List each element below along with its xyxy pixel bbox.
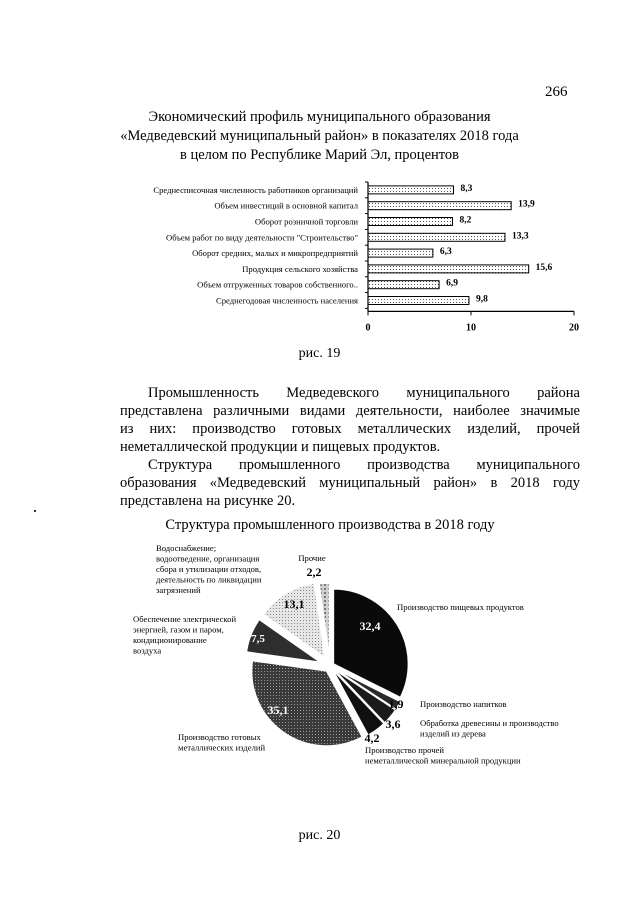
bar [368,186,453,194]
pie-category-label: неметаллической минеральной продукции [365,755,521,766]
pie-category-label: сбора и утилизации отходов, [156,564,262,574]
paragraph-2-line-3: представлена на рисунке 20. [120,493,296,509]
bar-category-label: Оборот средних, малых и микропредприятий [192,248,358,259]
bar-category-label: Оборот розничной торговли [254,216,358,227]
paragraph-1-line-4: неметаллической продукции и пищевых продуктов. [120,439,441,455]
pie-chart-caption: рис. 20 [298,828,341,843]
paragraph-1-line-2: представлена различными видами деятельности, наиболее значимые [120,403,580,419]
pie-category-label: деятельность по ликвидации [156,574,262,585]
bar-chart-caption: рис. 19 [298,346,341,361]
pie-category-label: Производство напитков [420,699,507,709]
pie-value-label: 3,6 [385,717,401,731]
bar [368,281,439,289]
pie-category-label: кондиционирование [133,635,207,645]
bar-chart-title-line-3: в целом по Республике Марий Эл, процентов [179,147,460,163]
bar [368,249,433,257]
page-number: 266 [545,84,568,100]
pie-category-label: Прочие [298,553,326,563]
bar-chart-title-line-2: «Медведевский муниципальный район» в показателях 2018 года [120,128,519,144]
bar [368,233,505,241]
pie-value-label: 2,2 [306,565,322,579]
bar-category-label: Среднесписочная численность работников организаций [153,184,358,195]
pie-category-label: энергией, газом и паром, [133,624,224,635]
bar-value-label: 8,2 [459,215,472,226]
bar [368,297,469,305]
paragraph-1-line-1: Промышленность Медведевского муниципального района [148,385,580,401]
paragraph-2-line-1: Структура промышленного производства муниципального [148,457,580,473]
pie-category-label: изделий из дерева [420,728,486,739]
bar-chart-title-line-1: Экономический профиль муниципального образования [148,109,491,125]
paragraph-2-line-2: образования «Медведевский муниципальный район» в 2018 году [120,475,580,491]
pie-value-label: 13,1 [283,597,305,611]
bar-value-label: 13,3 [511,231,529,242]
bar [368,218,452,226]
bar-value-label: 8,3 [460,183,473,194]
bar-value-label: 9,8 [475,294,488,305]
pie-value-label: 32,4 [359,619,381,633]
pie-value-label: 4,2 [364,731,380,745]
x-tick-label: 0 [365,322,371,334]
pie-category-label: водоотведение, организация [156,553,260,564]
bar [368,202,511,210]
bar-category-label: Продукция сельского хозяйства [242,263,358,274]
bar-chart [0,170,639,345]
pie-category-label: Производство готовых [178,732,261,742]
pie-chart-title: Структура промышленного производства в 2018 году [165,517,495,533]
pie-value-label: 35,1 [267,703,289,717]
pie-category-label: Водоснабжение; [156,543,217,553]
bar [368,265,529,273]
pie-value-label: 1,9 [388,697,404,711]
pie-value-label: 7,5 [251,633,265,645]
pie-category-label: Производство пищевых продуктов [397,602,524,612]
bar-value-label: 6,9 [446,278,458,289]
pie-category-label: воздуха [133,645,162,656]
bar-category-label: Объем работ по виду деятельности "Строительство" [166,232,358,243]
pie-category-label: загрязнений [156,585,201,595]
x-tick-label: 20 [569,322,579,334]
pie-category-label: металлических изделий [178,742,266,753]
paragraph-1-line-3: из них: производство готовых металлических изделий, прочей [120,421,580,437]
bar-category-label: Объем отгруженных товаров собственного.. [197,279,358,290]
pie-category-label: Производство прочей [365,745,444,755]
pie-chart [0,512,639,797]
bar-category-label: Среднегодовая численность населения [216,295,358,306]
pie-category-label: Обеспечение электрической [133,614,237,624]
pie-category-label: Обработка древесины и производство [420,718,559,728]
x-tick-label: 10 [466,322,476,334]
bar-value-label: 13,9 [518,199,535,210]
bar-value-label: 15,6 [535,262,553,273]
bar-category-label: Объем инвестиций в основной капитал [214,200,358,211]
bar-value-label: 6,3 [439,247,452,258]
